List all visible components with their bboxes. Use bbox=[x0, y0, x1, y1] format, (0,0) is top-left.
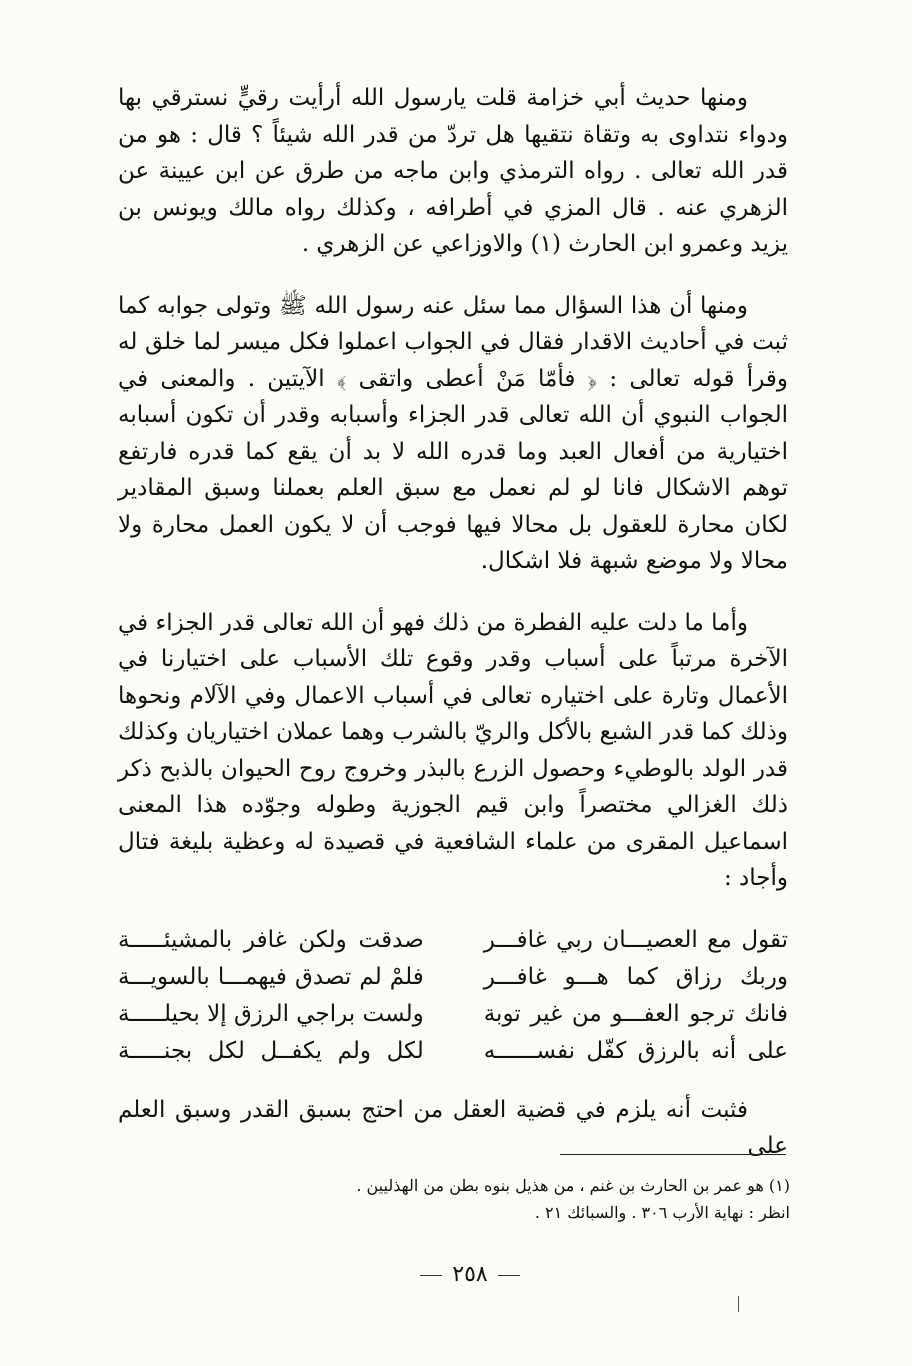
poem-verse-3-first: فانك ترجو العفـــو من غير توبة bbox=[483, 1000, 788, 1027]
paragraph-2: ومنها أن هذا السؤال مما سئل عنه رسول الله ﷺ وتولى جوابه كما ثبت في أحاديث الاقدار فقال في الجواب اعملوا فكل ميسر لما خلق له وقرأ قوله تعالى : ﴿ فأمّا مَنْ أعطى واتقى ﴾ الآيتين . والمعنى في الجواب النبوي أن الله تعالى قدر الجزاء وأسبابه وقدر أن تكون أسبابه اختيارية من أفعال العبد وما قدره الله لا بد أن يقع كما قدره فارتفع توهم الاشكال فانا لو لم نعمل مع سبق العلم بعملنا وسبق المقادير لكان محارة للعقول بل محالا فيها فوجب أن لا يكون العمل محارة ولا محالا ولا موضع شبهة فلا اشكال. bbox=[118, 292, 788, 574]
page-number-value: ٢٥٨ bbox=[452, 1262, 488, 1287]
poem-verse-3-second: ولست براجي الرزق إلا بحيلـــــة bbox=[118, 1000, 424, 1027]
page-number bbox=[400, 1262, 540, 1287]
poem bbox=[118, 922, 788, 1070]
poem-verse-2-first: وربك رزاق كما هـــو غافـــر bbox=[483, 963, 788, 990]
poem-verse-4-second: لكل ولم يكفــل لكل بجنـــــة bbox=[118, 1037, 424, 1064]
scan-mark bbox=[738, 1296, 739, 1312]
closing-line: فثبت أنه يلزم في قضية العقل من احتج بسبق القدر وسبق العلم على bbox=[118, 1096, 788, 1159]
footnotes bbox=[290, 1172, 790, 1226]
poem-verse-2-second: فلمْ لم تصدق فيهمـــا بالسويـــة bbox=[118, 963, 424, 990]
page-body bbox=[118, 80, 788, 1165]
page-number-dash-left bbox=[420, 1275, 442, 1276]
paragraph-1: ومنها حديث أبي خزامة قلت يارسول الله أرأيت رقيٍّ نسترقي بها ودواء نتداوى به وتقاة نتقيها هل تردّ من قدر الله شيئاً ؟ قال : هو من قدر الله تعالى . رواه الترمذي وابن ماجه من طرق عن ابن عيينة عن الزهري عنه . قال المزي في أطرافه ، وكذلك رواه مالك ويونس بن يزيد وعمرو ابن الحارث (١) والاوزاعي عن الزهري . bbox=[118, 85, 788, 257]
poem-verse-4-first: على أنه بالرزق كفّل نفســــــه bbox=[483, 1037, 788, 1064]
page-number-dash-right bbox=[498, 1275, 520, 1276]
poem-verse-1-second: صدقت ولكن غافر بالمشيئـــــة bbox=[118, 926, 424, 953]
paragraph-3: وأما ما دلت عليه الفطرة من ذلك فهو أن الله تعالى قدر الجزاء في الآخرة مرتباً على أسباب وقدر وقوع تلك الأسباب على اختيارنا في الأعمال وتارة على اختياره تعالى في أسباب الاعمال وفي الآلام ونحوها وذلك كما قدر الشبع بالأكل والريّ بالشرب وهما عملان اختياريان وكذلك قدر الولد بالوطيء وحصول الزرع بالبذر وخروج روح الحيوان بالذبح ذكر ذلك الغزالي مختصراً وابن قيم الجوزية وطوله وجوّده هذا المعنى اسماعيل المقرى من علماء الشافعية في قصيدة له وعظية بليغة فتال وأجاد : bbox=[117, 609, 788, 891]
footnote-reference: انظر : نهاية الأرب ٣٠٦ . والسبائك ٢١ . bbox=[534, 1203, 790, 1222]
poem-verse-1-first: تقول مع العصيـــان ربي غافـــر bbox=[483, 926, 788, 953]
footnote-divider bbox=[560, 1154, 786, 1155]
footnote-1: (١) هو عمر بن الحارث بن غنم ، من هذيل بنوه بطن من الهذليين . bbox=[356, 1176, 790, 1195]
